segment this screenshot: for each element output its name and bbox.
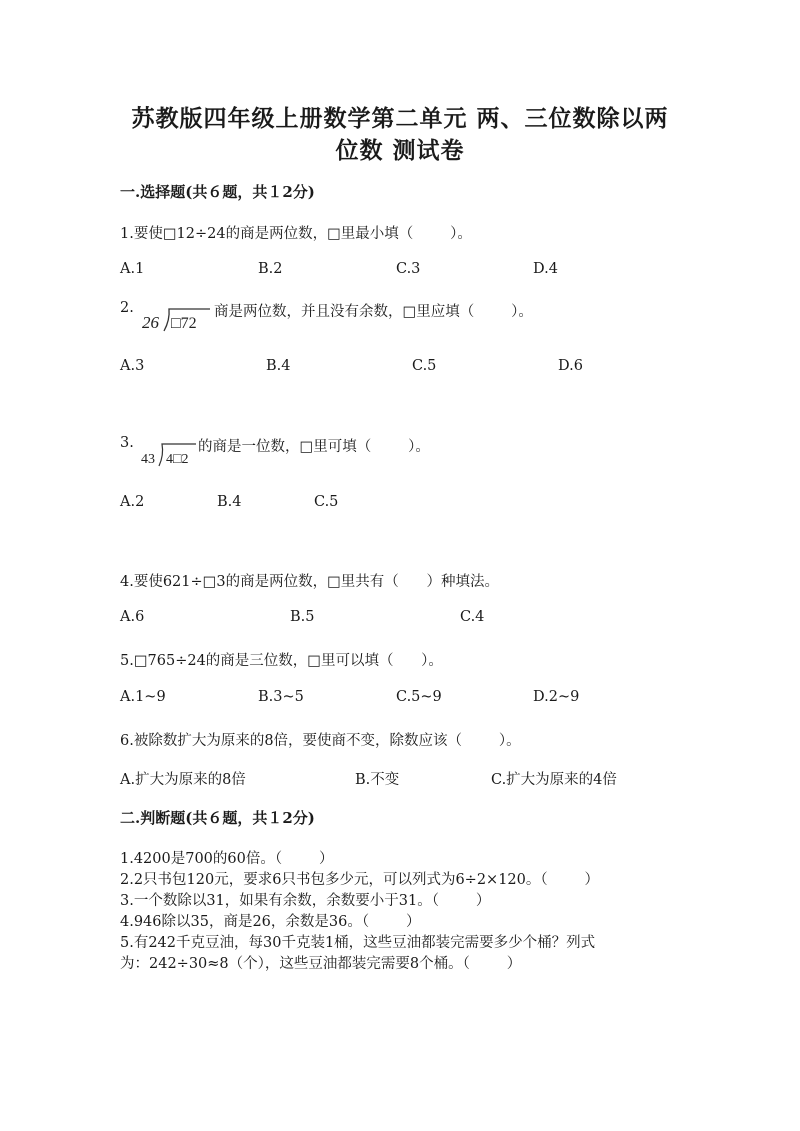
- q2-divisor: 26: [142, 313, 159, 332]
- question-2-option-a: A.3: [120, 358, 145, 374]
- question-6-stem: 6.被除数扩大为原来的8倍，要使商不变，除数应该（ ）。: [120, 733, 521, 749]
- question-1-option-b: B.2: [258, 261, 283, 277]
- question-1-option-d: D.4: [533, 261, 558, 277]
- question-3-stem: 的商是一位数，□里可填（ ）。: [198, 439, 430, 455]
- question-3-option-b: B.4: [217, 494, 242, 510]
- section-heading-judgement: 二.判断题(共６题，共１2分): [120, 809, 315, 827]
- question-3-number: 3.: [120, 435, 134, 451]
- question-6-option-c: C.扩大为原来的4倍: [491, 772, 617, 788]
- q2-dividend: □72: [171, 315, 197, 332]
- question-1-stem: 1.要使□12÷24的商是两位数，□里最小填（ ）。: [120, 226, 472, 242]
- section-heading-choice: 一.选择题(共６题，共１2分): [120, 183, 315, 201]
- question-5-option-b: B.3~5: [258, 689, 304, 705]
- judgement-item-4: 4.946除以35，商是26，余数是36。（ ）: [120, 914, 421, 930]
- question-3-option-a: A.2: [120, 494, 145, 510]
- question-4-stem: 4.要使621÷□3的商是两位数，□里共有（ ）种填法。: [120, 574, 499, 590]
- judgement-item-1: 1.4200是700的60倍。（ ）: [120, 851, 334, 867]
- judgement-item-3: 3.一个数除以31，如果有余数，余数要小于31。（ ）: [120, 893, 491, 909]
- question-4-option-c: C.4: [460, 609, 485, 625]
- question-2-option-c: C.5: [412, 358, 437, 374]
- q3-dividend: 4□2: [166, 452, 189, 467]
- question-2-number: 2.: [120, 300, 134, 316]
- long-division-figure-q2: [140, 306, 212, 332]
- question-5-option-a: A.1~9: [120, 689, 166, 705]
- question-1-option-c: C.3: [396, 261, 421, 277]
- question-5-option-c: C.5~9: [396, 689, 442, 705]
- judgement-item-5-line-1: 5.有242千克豆油，每30千克装1桶，这些豆油都装完需要多少个桶？列式: [120, 935, 596, 951]
- question-4-option-b: B.5: [290, 609, 315, 625]
- question-2-stem: 商是两位数，并且没有余数，□里应填（ ）。: [214, 304, 533, 320]
- question-4-option-a: A.6: [120, 609, 145, 625]
- question-6-option-b: B.不变: [355, 772, 400, 788]
- page-title-line-2: 位数 测试卷: [335, 137, 465, 164]
- question-6-option-a: A.扩大为原来的8倍: [120, 772, 246, 788]
- q3-divisor: 43: [141, 452, 155, 467]
- question-2-option-d: D.6: [558, 358, 583, 374]
- long-division-figure-q3: [140, 442, 198, 468]
- question-5-option-d: D.2~9: [533, 689, 580, 705]
- page-title-line-1: 苏教版四年级上册数学第二单元 两、三位数除以两: [131, 105, 669, 132]
- question-5-stem: 5.□765÷24的商是三位数，□里可以填（ ）。: [120, 653, 443, 669]
- question-2-option-b: B.4: [266, 358, 291, 374]
- question-3-option-c: C.5: [314, 494, 339, 510]
- question-1-option-a: A.1: [120, 261, 145, 277]
- judgement-item-2: 2.2只书包120元，要求6只书包多少元，可以列式为6÷2×120。（ ）: [120, 872, 600, 888]
- judgement-item-5-line-2: 为：242÷30≈8（个），这些豆油都装完需要8个桶。（ ）: [120, 956, 522, 972]
